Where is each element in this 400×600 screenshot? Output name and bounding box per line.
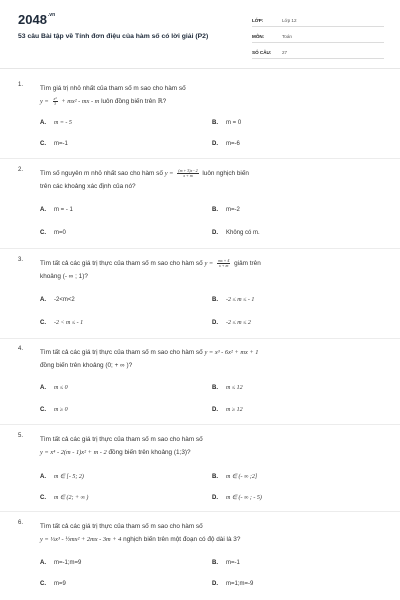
formula-lhs: y = (164, 170, 174, 177)
question-tail: đồng biến trên khoảng (1;3)? (108, 449, 191, 456)
question-tail: luôn đồng biến trên ℝ? (101, 98, 167, 105)
question-divider (0, 158, 400, 159)
option-letter: A. (40, 207, 46, 213)
option-letter: A. (40, 385, 46, 391)
option-text: -2 ≤ m ≤ 2 (226, 320, 251, 326)
option-a[interactable] (40, 120, 72, 126)
meta-value: Lớp 12 (282, 18, 297, 23)
formula-fraction (177, 169, 198, 178)
option-text: m ≥ 0 (54, 407, 68, 413)
formula-inline: y = x⁴ - 2(m - 1)x² + m - 2 (40, 449, 107, 456)
option-text: m=9 (54, 581, 66, 587)
formula-inline: y = x³ - 6x² + mx + 1 (204, 349, 259, 356)
question-divider (0, 511, 400, 512)
option-d[interactable] (212, 320, 251, 326)
question-tail: nghịch biến trên một đoạn có độ dài là 3? (123, 536, 241, 543)
question-line-tail: giảm trên (234, 260, 261, 267)
option-d[interactable] (212, 581, 253, 587)
option-letter: C. (40, 230, 46, 236)
meta-key: MÔN: (252, 34, 265, 39)
option-letter: D. (212, 141, 218, 147)
fraction-numerator: (m + 3)x - 2 (178, 167, 198, 173)
option-d[interactable] (212, 407, 243, 413)
option-a[interactable] (40, 473, 84, 480)
option-letter: C. (40, 581, 46, 587)
option-letter: C. (40, 141, 46, 147)
option-letter: B. (212, 560, 218, 566)
option-a[interactable] (40, 385, 68, 391)
option-b[interactable] (212, 560, 240, 566)
question-line: đồng biến trên khoảng (0; + ∞ )? (40, 362, 133, 369)
option-text: -2<m<2 (54, 297, 75, 303)
option-c[interactable] (40, 581, 66, 587)
option-c[interactable] (40, 407, 68, 413)
option-letter: D. (212, 407, 218, 413)
option-letter: A. (40, 120, 46, 126)
question-number: 2. (18, 167, 24, 173)
logo-text: 2048 (18, 12, 47, 27)
question-number: 1. (18, 82, 24, 88)
option-letter: D. (212, 230, 218, 236)
option-text: m=-1;m=9 (54, 560, 82, 566)
option-c[interactable] (40, 141, 68, 147)
question-divider (0, 338, 400, 339)
question-line: Tìm tất cả các giá trị thực của tham số m sao cho hàm số (40, 260, 203, 267)
option-text: -2 < m ≤ - 1 (54, 320, 84, 326)
meta-row-class (252, 15, 384, 27)
option-c[interactable] (40, 230, 66, 236)
option-letter: B. (212, 385, 218, 391)
option-letter: B. (212, 474, 218, 480)
question-text (40, 520, 380, 546)
option-text: m ∈ [- 5; 2) (54, 474, 84, 480)
question-formula-line (40, 95, 380, 108)
question-text (40, 167, 380, 193)
meta-row-count (252, 47, 384, 59)
option-text: m ∈ (- ∞ ; - 5) (226, 495, 262, 501)
formula-fraction (217, 259, 230, 268)
option-a[interactable] (40, 297, 75, 303)
option-text: m = 0 (226, 120, 242, 126)
meta-key: SỐ CÂU: (252, 50, 272, 55)
question-formula-line (40, 533, 380, 546)
option-letter: D. (212, 495, 218, 501)
option-letter: B. (212, 207, 218, 213)
meta-key: LỚP: (252, 18, 264, 23)
question-line: Tìm số nguyên m nhỏ nhất sao cho hàm số (40, 170, 163, 177)
meta-row-subject (252, 31, 384, 43)
formula-lhs: y = (204, 260, 214, 267)
option-letter: A. (40, 560, 46, 566)
question-text (40, 257, 380, 283)
question-formula-line (40, 346, 380, 359)
option-letter: B. (212, 297, 218, 303)
formula-rest: + mx² - mx - m (61, 98, 100, 105)
question-number: 4. (18, 346, 24, 352)
question-text (40, 433, 380, 459)
option-letter: D. (212, 320, 218, 326)
question-text (40, 346, 380, 372)
option-text: m = - 5 (54, 120, 72, 126)
question-line: Tìm tất cả các giá trị thực của tham số m sao cho hàm số (40, 436, 203, 443)
meta-value: 27 (282, 50, 288, 55)
option-text: m=0 (54, 230, 66, 236)
question-number: 6. (18, 520, 24, 526)
question-line: Tìm giá trị nhỏ nhất của tham số m sao cho hàm số (40, 85, 186, 92)
option-d[interactable] (212, 494, 262, 501)
option-letter: D. (212, 581, 218, 587)
question-number: 5. (18, 433, 24, 439)
header-divider (0, 68, 400, 69)
option-text: Không có m. (226, 230, 260, 236)
option-c[interactable] (40, 320, 83, 326)
option-text: m=-2 (226, 207, 240, 213)
option-text: m=-1 (54, 141, 68, 147)
fraction-numerator: mx + 4 (218, 257, 230, 263)
site-logo[interactable] (18, 12, 55, 27)
option-text: m = - 1 (54, 207, 73, 213)
question-divider (0, 424, 400, 425)
question-line: khoảng (- ∞ ; 1)? (40, 273, 88, 280)
document-header (0, 0, 400, 62)
question-line: trên các khoảng xác định của nó? (40, 183, 136, 190)
option-a[interactable] (40, 207, 73, 213)
option-b[interactable] (212, 385, 243, 391)
option-b[interactable] (212, 297, 254, 303)
option-b[interactable] (212, 120, 241, 126)
option-text: m ≤ 12 (226, 385, 243, 391)
option-a[interactable] (40, 560, 81, 566)
option-letter: C. (40, 407, 46, 413)
logo-suffix: .vn (47, 12, 56, 18)
option-d[interactable] (212, 141, 240, 147)
meta-info-panel (252, 15, 384, 63)
option-c[interactable] (40, 494, 88, 501)
page-title: 53 câu Bài tập về Tính đơn điệu của hàm số có lời giải (P2) (18, 33, 209, 40)
question-line: Tìm tất cả các giá trị thực của tham số m sao cho hàm số (40, 349, 203, 356)
question-line-tail: luôn nghịch biến (202, 170, 249, 177)
formula-lhs: y = (40, 98, 49, 105)
option-letter: C. (40, 320, 46, 326)
option-text: m ∈ (2; + ∞ ) (54, 495, 89, 501)
option-text: m ≤ 0 (54, 385, 68, 391)
option-text: m=-6 (226, 141, 240, 147)
question-line: Tìm tất cả các giá trị thực của tham số m sao cho hàm số (40, 523, 203, 530)
fraction-denominator: 3 (54, 100, 57, 106)
option-d[interactable] (212, 230, 260, 236)
option-b[interactable] (212, 473, 257, 480)
formula-fraction (53, 97, 58, 106)
option-letter: C. (40, 495, 46, 501)
formula-inline: y = ⅓x³ - ½mx² + 2mx - 3m + 4 (40, 536, 122, 543)
option-letter: B. (212, 120, 218, 126)
option-letter: A. (40, 297, 46, 303)
question-number: 3. (18, 257, 24, 263)
option-b[interactable] (212, 207, 240, 213)
question-formula-line (40, 257, 380, 270)
question-text (40, 82, 380, 108)
option-text: m ∈ (- ∞ ;2] (226, 474, 258, 480)
option-text: m=-1 (226, 560, 240, 566)
option-text: m=1;m=-9 (226, 581, 254, 587)
option-text: m ≥ 12 (226, 407, 243, 413)
question-formula-line (40, 167, 380, 180)
question-formula-line (40, 446, 380, 459)
fraction-denominator: x + m (183, 172, 193, 178)
fraction-numerator: x³ (53, 95, 57, 101)
option-letter: A. (40, 474, 46, 480)
question-divider (0, 248, 400, 249)
option-text: -2 ≤ m ≤ - 1 (226, 297, 255, 303)
fraction-denominator: x + m (219, 262, 229, 268)
meta-value: Toán (282, 34, 292, 39)
